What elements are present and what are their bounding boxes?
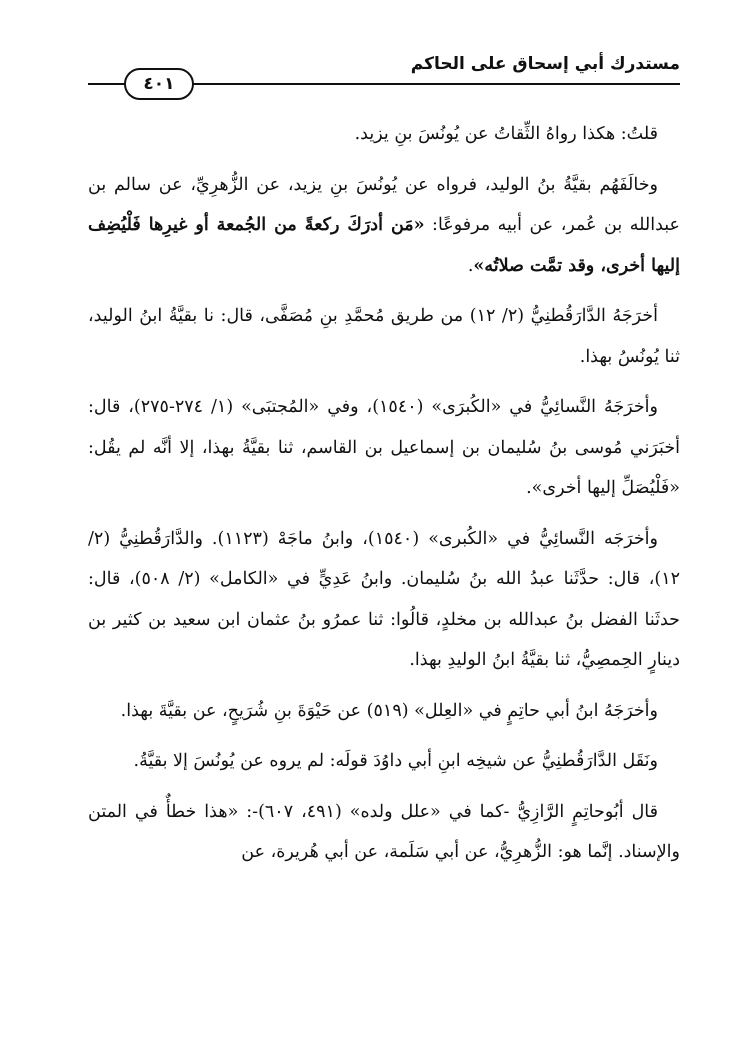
running-head-title: مستدرك أبي إسحاق على الحاكم bbox=[410, 54, 680, 74]
paragraph-text: وأخرَجَه النَّسائِيُّ في «الكُبرى» (١٥٤٠)، وابنُ ماجَهْ (١١٢٣). والدَّارَقُطنِيُّ (٢/ ١٢)، قال: حدَّثَنا عبدُ الله بنُ سُليمان. وابنُ عَدِيٍّ في «الكامل» (٢/ ٥٠٨)، قال: حدثَنا الفضل بنُ عبدالله بن مخلدٍ، قالُوا: ثنا عمرُو بنُ عثمان ابن سعيد بن كثير بن دينارٍ الحِمصِيُّ، ثنا بقيَّةُ ابنُ الوليدِ بهذا. bbox=[88, 528, 680, 670]
paragraph-6 bbox=[88, 691, 680, 732]
paragraph-5 bbox=[88, 519, 680, 681]
paragraph-text: قلتُ: هكذا رواهُ الثِّقاتُ عن يُونُسَ بنِ يزيد. bbox=[354, 124, 658, 144]
hadith-quote: «مَن أدرَكَ ركعةً من الجُمعة أو غيرِها فَلْيُضِف إليها أخرى، وقد تمَّت صلاتُه» bbox=[88, 215, 680, 276]
paragraph-text: وأخرَجَهُ النَّسائِيُّ في «الكُبرَى» (١٥٤٠)، وفي «المُجتبَى» (١/ ٢٧٤-٢٧٥)، قال: أخبَرَني مُوسى بنُ سُليمان بن إسماعيل بن القاسم، ثنا بقيَّةُ بهذا، إلا أنَّه لم يقُل: «فَلْيُصَلِّ إليها أخرى». bbox=[88, 397, 680, 498]
page-header bbox=[88, 54, 680, 94]
paragraph-text: ونَقَل الدَّارَقُطنِيُّ عن شيخِه ابنِ أبي داوُدَ قولَه: لم يروه عن يُونُسَ إلا بقيَّةُ. bbox=[133, 751, 658, 771]
paragraph-text: قال أبُوحاتِمٍ الرَّازِيُّ -كما في «علل ولده» (٤٩١، ٦٠٧)-: «هذا خطأٌ في المتن والإسناد. إنَّما هو: الزُّهرِيُّ، عن أبي سَلَمة، عن أبي هُريرة، عن bbox=[88, 801, 680, 862]
paragraph-4 bbox=[88, 387, 680, 509]
paragraph-text: أخرَجَهُ الدَّارَقُطنِيُّ (٢/ ١٢) من طريق مُحمَّدِ بنِ مُصَفَّى، قال: نا بقيَّةُ ابنُ الوليد، ثنا يُونُسُ بهذا. bbox=[88, 306, 680, 367]
paragraph-text: . bbox=[467, 255, 474, 276]
paragraph-2 bbox=[88, 165, 680, 287]
main-text bbox=[88, 114, 680, 883]
paragraph-text: وخالَفَهُم بقيَّةُ بنُ الوليد، فرواه عن يُونُسَ بنِ يزيد، عن الزُّهرِيِّ، عن سالم بن عبدالله بن عُمر، عن أبيه مرفوعًا: bbox=[88, 174, 680, 235]
paragraph-8 bbox=[88, 792, 680, 873]
paragraph-text: وأخرَجَهُ ابنُ أبي حاتِمٍ في «العِلل» (٥١٩) عن حَيْوَةَ بنِ شُرَيحٍ، عن بقيَّةَ بهذا. bbox=[120, 700, 658, 721]
paragraph-7 bbox=[88, 741, 680, 782]
paragraph-1 bbox=[88, 114, 680, 155]
paragraph-3 bbox=[88, 296, 680, 377]
page-number-badge: ٤٠١ bbox=[124, 68, 194, 100]
